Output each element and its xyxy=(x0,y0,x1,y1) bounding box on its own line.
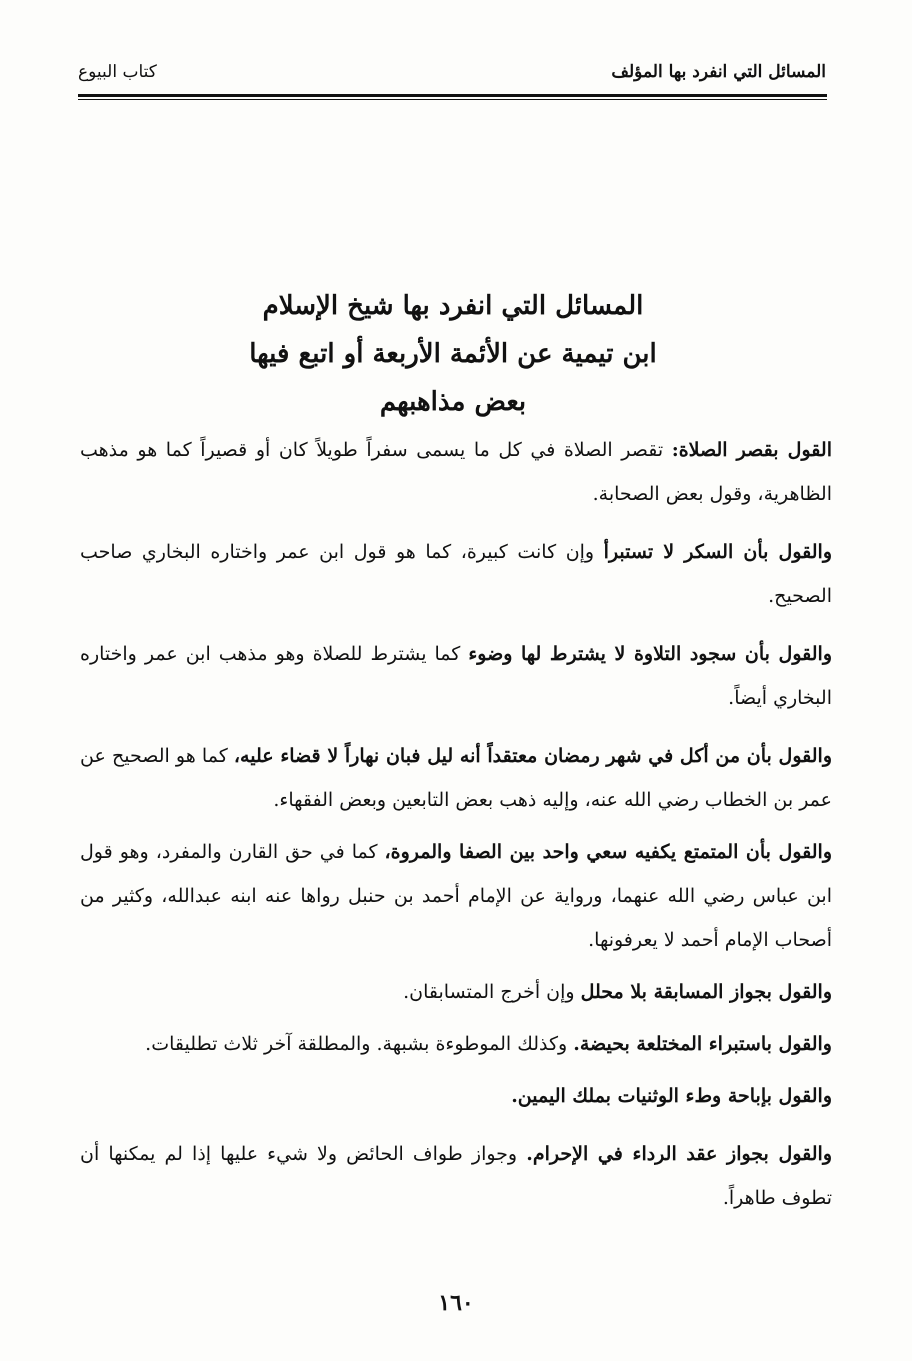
paragraph xyxy=(80,428,832,516)
heading-line: بعض مذاهبهم xyxy=(379,387,527,417)
paragraph-text: تقصر الصلاة في كل ما يسمى سفراً طويلاً كان أو قصيراً كما هو مذهب الظاهرية، وقول بعض الصحابة. xyxy=(80,439,832,505)
paragraph xyxy=(80,632,832,720)
paragraph xyxy=(80,1132,832,1220)
paragraph-lead: القول بقصر الصلاة: xyxy=(671,439,832,461)
paragraph-lead: والقول بأن المتمتع يكفيه سعي واحد بين الصفا والمروة، xyxy=(384,841,832,863)
paragraph-lead: والقول بجواز عقد الرداء في الإحرام. xyxy=(526,1143,832,1165)
paragraph-lead: والقول بإباحة وطء الوثنيات بملك اليمين. xyxy=(511,1085,832,1107)
paragraph-lead: والقول بأن من أكل في شهر رمضان معتقداً أنه ليل فبان نهاراً لا قضاء عليه، xyxy=(233,745,833,767)
paragraph xyxy=(80,530,832,618)
section-heading xyxy=(80,282,826,426)
paragraph-text: وإن أخرج المتسابقان. xyxy=(403,981,581,1003)
paragraph-text: وإن كانت كبيرة، كما هو قول ابن عمر واختاره البخاري صاحب الصحيح. xyxy=(80,541,832,607)
paragraph-text: كما يشترط للصلاة وهو مذهب ابن عمر واختاره البخاري أيضاً. xyxy=(80,643,832,709)
running-header xyxy=(78,60,826,92)
heading-line: ابن تيمية عن الأئمة الأربعة أو اتبع فيها xyxy=(249,339,657,369)
paragraph-lead: والقول بجواز المسابقة بلا محلل xyxy=(580,981,832,1003)
paragraph-text: كما في حق القارن والمفرد، وهو قول ابن عباس رضي الله عنهما، ورواية عن الإمام أحمد بن حنبل رواها عنه ابنه عبدالله، وكثير من أصحاب الإمام أحمد لا يعرفونها. xyxy=(80,841,832,951)
book-section-title: كتاب البيوع xyxy=(78,62,157,82)
paragraph xyxy=(80,734,832,822)
paragraph xyxy=(80,830,832,962)
paragraph-text: وجواز طواف الحائض ولا شيء عليها إذا لم يمكنها أن تطوف طاهراً. xyxy=(80,1143,832,1209)
page-number: ١٦٠ xyxy=(438,1290,474,1316)
paragraph xyxy=(80,1022,832,1066)
heading-line: المسائل التي انفرد بها شيخ الإسلام xyxy=(262,291,644,321)
paragraph-text: وكذلك الموطوءة بشبهة. والمطلقة آخر ثلاث تطليقات. xyxy=(145,1033,574,1055)
chapter-title: المسائل التي انفرد بها المؤلف xyxy=(611,62,826,82)
paragraph xyxy=(80,1074,832,1118)
body-text xyxy=(80,428,832,1234)
header-rule-thick xyxy=(78,94,827,97)
header-rule-thin xyxy=(78,99,827,100)
paragraph-text: كما هو الصحيح عن عمر بن الخطاب رضي الله عنه، وإليه ذهب بعض التابعين وبعض الفقهاء. xyxy=(80,745,832,811)
paragraph xyxy=(80,970,832,1014)
paragraph-lead: والقول بأن السكر لا تستبرأ xyxy=(603,541,832,563)
paragraph-lead: والقول بأن سجود التلاوة لا يشترط لها وضوء xyxy=(468,643,832,665)
paragraph-lead: والقول باستبراء المختلعة بحيضة. xyxy=(573,1033,832,1055)
